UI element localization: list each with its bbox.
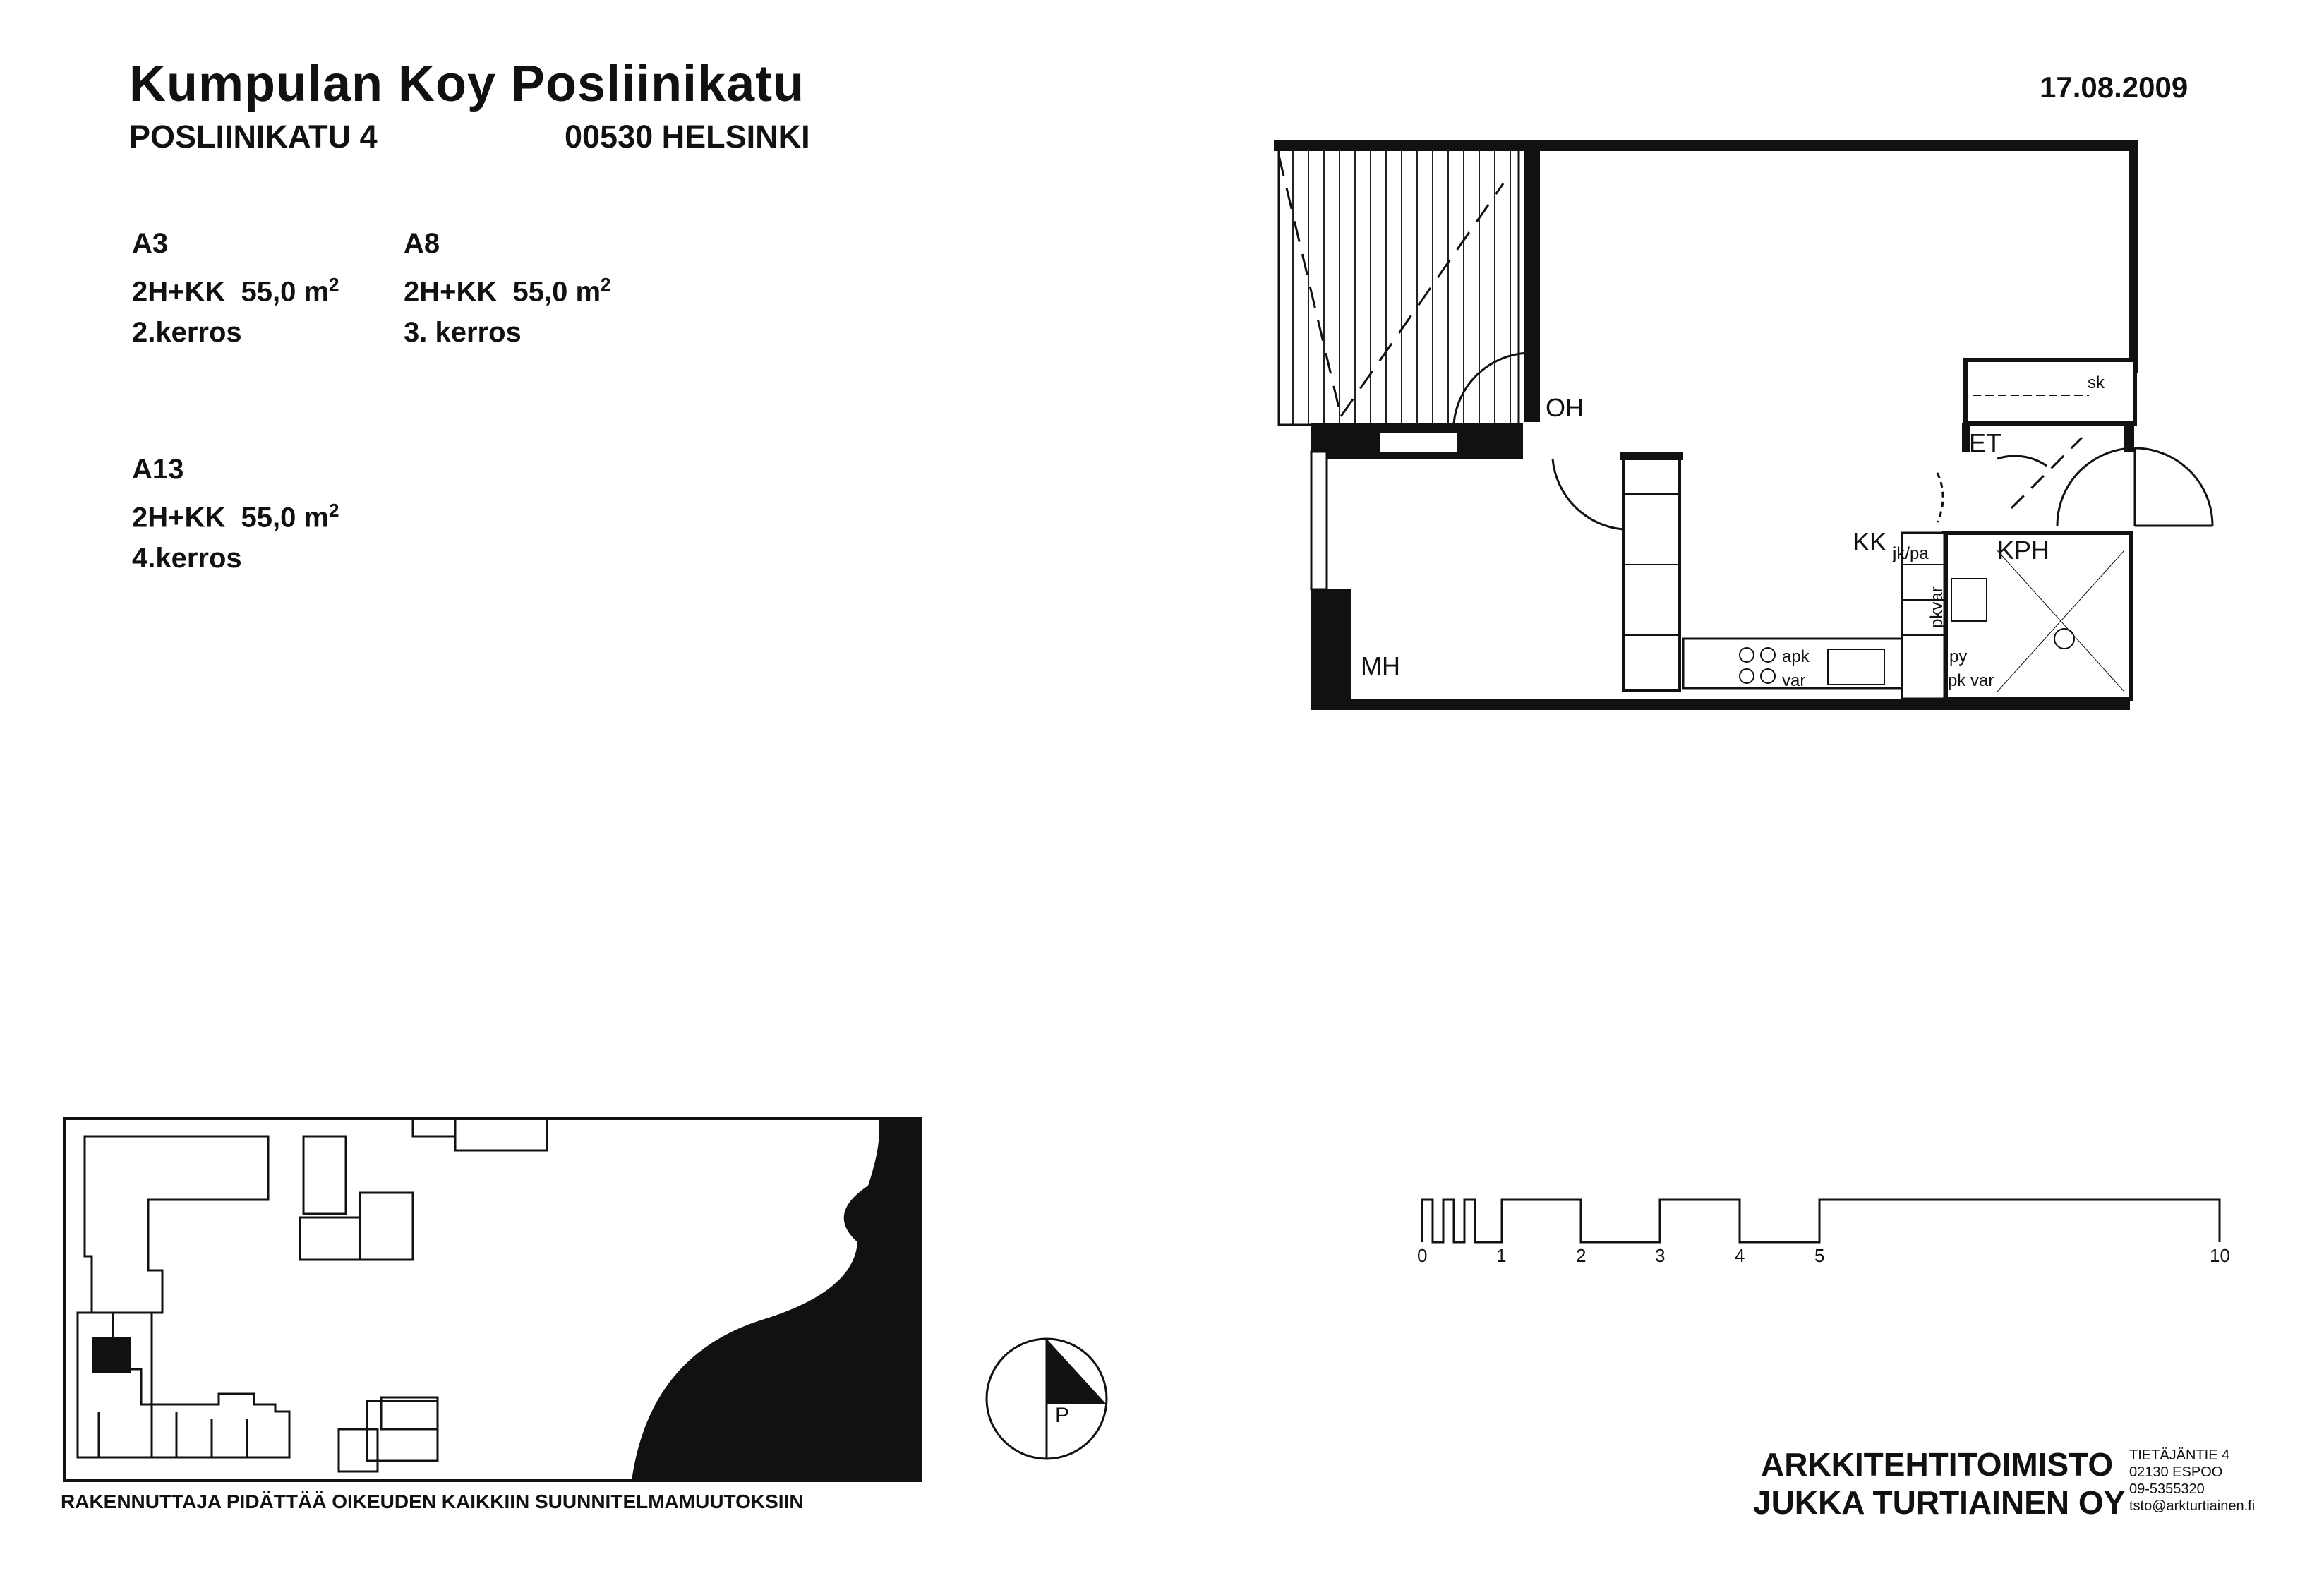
kitchen-counter [1683,639,1937,688]
wall-right [2129,140,2138,373]
apartment-floor: 2.kerros [132,317,242,349]
label-py: py [1949,647,1968,666]
apartment-floor: 3. kerros [404,317,522,349]
room-label-oh: OH [1546,393,1584,422]
contact-email: tsto@arkturtiainen.fi [2129,1498,2256,1514]
closet-sk [1965,360,2135,423]
window [1380,432,1457,453]
scale-ticks [1417,1245,2230,1266]
scale-tick-0: 0 [1417,1245,1428,1266]
office-name-line1: ARKKITEHTITOIMISTO [1761,1446,2114,1483]
wardrobe [1623,457,1680,690]
scale-tick-4: 4 [1735,1245,1745,1266]
window [1311,452,1327,589]
contact-city: 02130 ESPOO [2129,1464,2223,1480]
contact-street: TIETÄJÄNTIE 4 [2129,1447,2230,1463]
label-sk: sk [2088,373,2105,392]
apartment-floor: 4.kerros [132,543,242,574]
office-contact [2129,1447,2255,1515]
scale-tick-3: 3 [1655,1245,1666,1266]
scale-tick-10: 10 [2210,1245,2230,1266]
entry-door-swing [2135,448,2212,526]
document-title: Kumpulan Koy Posliinikatu [129,56,805,112]
office-name-line2: JUKKA TURTIAINEN OY [1753,1484,2126,1521]
floor-plan [1274,140,2212,710]
site-plan [64,1119,920,1481]
apartment-type-area: 2H+KK 55,0 $m^2$ [132,500,339,534]
highlighted-building [92,1337,131,1373]
compass-label: P [1055,1404,1070,1427]
apartment-id: A13 [132,454,184,485]
street-address: POSLIINIKATU 4 [129,119,378,155]
room-label-kk: KK [1853,527,1887,556]
label-apk: apk [1782,647,1810,666]
label-var: var [1782,671,1806,690]
postal-city: 00530 HELSINKI [565,119,810,155]
contact-phone: 09-5355320 [2129,1481,2205,1497]
label-pk-var: pk var [1948,671,1994,690]
north-arrow [987,1339,1107,1459]
document-date: 17.08.2009 [2040,71,2188,104]
balcony [1279,148,1519,425]
wall-oh-left [1524,140,1540,422]
scale-tick-2: 2 [1576,1245,1587,1266]
disclaimer: RAKENNUTTAJA PIDÄTTÄÄ OIKEUDEN KAIKKIIN SUUNNITELMAMUUTOKSIIN [61,1491,804,1512]
wall-top [1274,140,2136,151]
apartment-type-area: 2H+KK 55,0 $m^2$ [132,274,339,308]
scale-bar [1422,1200,2220,1242]
wall-mh-left [1311,589,1351,709]
room-label-kph: KPH [1997,536,2050,565]
label-pkvar: pkvar [1927,586,1946,628]
label-jkpa: jk/pa [1893,544,1929,563]
room-label-et: ET [1969,428,2002,457]
scale-tick-5: 5 [1814,1245,1825,1266]
mh-door-swing [1553,459,1623,529]
room-label-mh: MH [1361,651,1400,680]
apartment-id: A8 [404,228,440,259]
apartment-id: A3 [132,228,169,259]
scale-tick-1: 1 [1496,1245,1507,1266]
apartment-type-area: 2H+KK 55,0 $m^2$ [404,274,611,308]
